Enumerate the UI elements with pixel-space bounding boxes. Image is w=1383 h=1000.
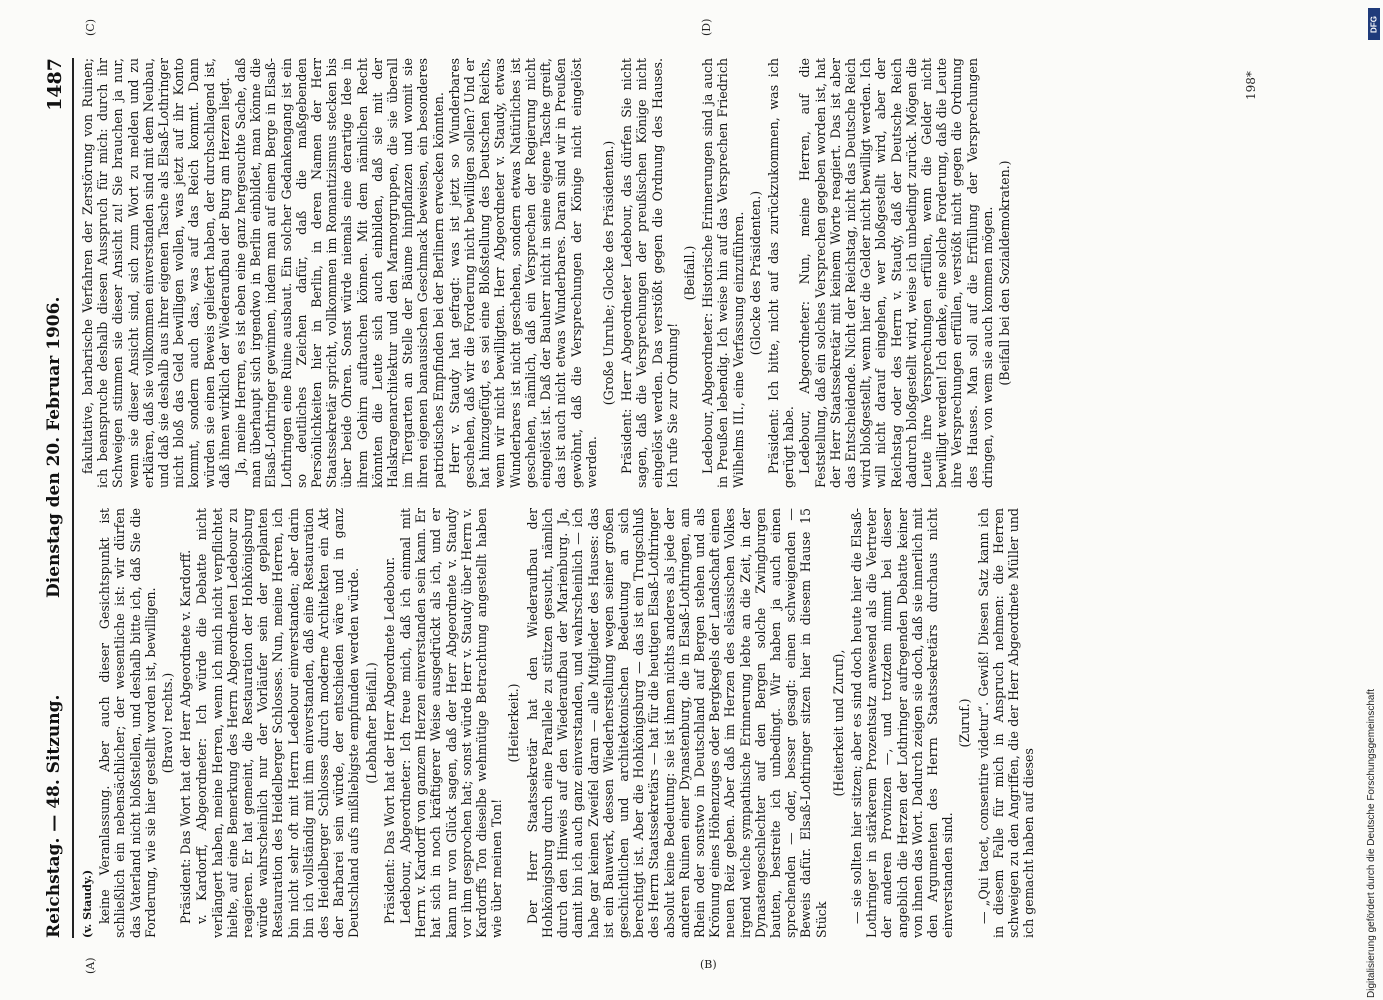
dfg-logo: DFG bbox=[1368, 8, 1380, 40]
interjection: (Heiterkeit.) bbox=[506, 683, 522, 763]
digitization-credit: Digitalisierung gefördert durch die Deutsche Forschungsgemeinschaft bbox=[1366, 688, 1377, 998]
header-rule bbox=[72, 58, 74, 938]
paragraph: Ledebour, Abgeordneter: Ich freue mich, daß ich einmal mit Herrn v. Kardorff von ganzem Herzen einverstanden sein kann. Er hat sich in noch kräftigerer Weise ausgedrückt als ich, und er kann nur von Glück sagen, daß der Herr Abgeordnete v. Staudy vor ihm gesprochen hat; sonst würde Herr v. Staudy über Herrn v. Kardorffs Ton dieselbe wehmütige Betrachtung angestellt haben wie über meinen Ton! bbox=[398, 508, 505, 938]
text-column-right bbox=[80, 58, 1015, 488]
interjection: (Glocke des Präsidenten.) bbox=[747, 190, 763, 356]
signature-mark: 198* bbox=[1244, 71, 1258, 100]
interjection: (Beifall.) bbox=[681, 245, 697, 301]
margin-marker-d: (D) bbox=[700, 18, 713, 36]
margin-marker-c: (C) bbox=[84, 19, 97, 36]
paragraph: Ledebour, Abgeordneter: Historische Erinnerungen sind ja auch in Preußen lebendig. Ich weise hin auf das Versprechen Friedrich Wilhelms III., eine Verfassung einzuführen. bbox=[700, 58, 746, 488]
page-number: 1487 bbox=[44, 58, 66, 111]
interjection: (Bravo! rechts.) bbox=[160, 672, 176, 774]
paragraph: Der Herr Staatssekretär hat den Wiederaufbau der Hohkönigsburg durch eine Parallele zu stützen gesucht, nämlich durch den Hinweis auf den Wiederaufbau der Marienburg. Ja, damit bin ich auch ganz einverstanden, und wahrscheinlich — ich habe gar keinen Zweifel daran — alle Mitglieder des Hauses: das ist ein Bauwerk, dessen Wiederherstellung wegen seiner großen geschichtlichen und architektonischen Bedeutung an sich berechtigt ist. Aber die Hohkönigsburg — das ist ein Trugschluß des Herrn Staatssekretärs — hat für die heutigen Elsaß-Lothringer absolut keine Bedeutung: sie ist ihnen nichts anderes als jede der anderen Ruinen einer Dynastenburg, die in Elsaß-Lothringen, am Rhein oder sonstwo in Deutschland auf Bergen stehen und als Krönung eines Höhenzuges oder Bergkegels der Landschaft einen neuen Reiz geben. Aber daß im Herzen des elsässischen Volkes irgend welche sympathische Erinnerung lebte an die Zeit, in der Dynastengeschlechter auf den Bergen solche Zwingburgen bauten, bestreite ich unbedingt. Wir haben ja auch einen sprechenden — oder, besser gesagt: einen schweigenden — Beweis dafür. Elsaß-Lothringer sitzen hier in diesem Hause 15 Stück bbox=[524, 508, 829, 938]
interjection: (Zuruf.) bbox=[957, 698, 973, 748]
paragraph: v. Kardorff, Abgeordneter: Ich würde die Debatte nicht verlängert haben, meine Herren, wenn ich mich nicht verpflichtet hielte, auf eine Bemerkung des Herrn Abgeordneten Ledebour zu reagieren. Er hat gemeint, die Restauration der Hohkönigsburg würde wahrscheinlich nur der Vorläufer sein der geplanten Restauration des Heidelberger Schlosses. Nun, meine Herren, ich bin nicht sehr oft mit Herrn Ledebour einverstanden; aber darin bin ich vollständig mit ihm einverstanden, daß eine Restauration des Heidelberger Schlosses durch moderne Architekten ein Akt der Barbarei sein würde, der entschieden wäre und in ganz Deutschland aufs mißliebigste empfunden werden würde. bbox=[194, 508, 362, 938]
header-center: Dienstag den 20. Februar 1906. bbox=[44, 296, 64, 598]
interjection: (Beifall bei den Sozialdemokraten.) bbox=[996, 160, 1012, 386]
page-header bbox=[44, 58, 70, 938]
interjection: (Heiterkeit und Zuruf), bbox=[830, 649, 846, 797]
interjection: (Große Unruhe; Glocke des Präsidenten.) bbox=[600, 140, 616, 406]
paragraph: — sie sollten hier sitzen; aber es sind doch heute hier die Elsaß-Lothringer in stärkerem Prozentsatz anwesend als die Vertreter der anderen Provinzen —, und trotzdem nimmt bei dieser angeblich die Herzen der Lothringer aufregenden Debatte keiner von ihnen das Wort. Dadurch zeigen sie doch, daß sie innerlich mit den Argumenten des Herrn Staatssekretärs durchaus nicht einverstanden sind. bbox=[848, 508, 956, 938]
paragraph: Präsident: Ich bitte, nicht auf das zurückzukommen, was ich gerügt habe. bbox=[765, 58, 797, 488]
margin-marker-b: (B) bbox=[700, 958, 717, 971]
header-left: Reichstag. — 48. Sitzung. bbox=[44, 694, 64, 938]
margin-marker-a: (A) bbox=[84, 957, 97, 974]
paragraph: Präsident: Das Wort hat der Herr Abgeordnete Ledebour. bbox=[381, 556, 397, 924]
paragraph: — „Qui tacet, consentire videtur“. Gewiß! Diesen Satz kann ich in diesem Falle für mich in Anspruch nehmen: die Herren schweigen zu den Angriffen, die der Herr Abgeordnete Müller und ich gemacht haben auf dieses bbox=[975, 508, 1037, 938]
interjection: (Lebhafter Beifall.) bbox=[363, 662, 379, 784]
paragraph: keine Veranlassung. Aber auch dieser Gesichtspunkt ist schließlich ein nebensächlicher; der wesentliche ist: wir dürfen das Vaterland nicht bloßstellen, und deshalb bitte ich, daß Sie die Forderung, wie sie hier gestellt worden ist, bewilligen. bbox=[97, 508, 158, 938]
paragraph: Ledebour, Abgeordneter: Nun, meine Herren, auf die Feststellung, daß ein solches Versprechen gegeben worden ist, hat der Herr Staatssekretär mit keinem Worte reagiert. Das ist aber das Entscheidende. Nicht der Reichstag, nicht das Deutsche Reich wird bloßgestellt, wenn hier die Gelder nicht bewilligt werden. Ich will nicht darauf eingehen, wer bloßgestellt wird, aber der Reichstag oder des Herrn v. Staudy, daß der Deutsche Reich dadurch bloßgestellt wird, weise ich unbedingt zurück. Mögen die Leute ihre Versprechungen erfüllen, wenn die Gelder nicht bewilligt werden! Ich denke, eine solche Forderung, daß die Leute ihre Versprechungen erfüllen, verstößt nicht gegen die Ordnung des Hauses. Man soll auf die Erfüllung der Versprechungen dringen, von wem sie auch kommen mögen. bbox=[797, 58, 995, 488]
paragraph: Herr v. Staudy hat gefragt: was ist jetzt so Wunderbares geschehen, daß wir die Forderung nicht bewilligen sollen? Und er hat hinzugefügt, es sei eine Bloßstellung des Deutschen Reichs, wenn wir nicht bewilligten. Herr Abgeordneter v. Staudy, etwas Wunderbares ist nicht geschehen, sondern etwas Natürliches ist geschehen, nämlich, daß ein Versprechen der Regierung nicht eingelöst ist. Daß der Bauherr nicht in seine eigene Tasche greift, das ist auch nicht etwas Wunderbares. Daran sind wir in Preußen gewöhnt, daß die Versprechungen der Könige nicht eingelöst werden. bbox=[446, 58, 599, 488]
text-column-left bbox=[80, 508, 1037, 938]
paragraph: Präsident: Das Wort hat der Herr Abgeordnete v. Kardorff. bbox=[178, 549, 194, 924]
paragraph: fakultative, barbarische Verfahren der Zerstörung von Ruinen; ich beanspruche deshalb diesen Ausspruch für mich: durch ihr Schweigen stimmen sie dieser Ansicht zu! Sie brauchen ja nur, wenn sie dieser Ansicht sind, sich zum Wort zu melden und zu erklären, daß sie vollkommen einverstanden sind mit dem Neubau, und daß sie deshalb aus ihrer eigenen Tasche als Elsaß-Lothringer nicht bloß das Geld bewilligen wollen, was jetzt auf ihr Konto kommt, sondern auch das, was auf das Reich kommt. Dann würden sie einen Beweis geliefert haben, der durchschlagend ist, daß ihnen wirklich der Wiederaufbau der Burg am Herzen liegt. bbox=[80, 58, 232, 488]
paragraph: Präsident: Herr Abgeordneter Ledebour, das dürfen Sie nicht sagen, daß die Versprechungen der preußischen Könige nicht eingelöst werden. Das verstößt gegen die Ordnung des Hauses. Ich rufe Sie zur Ordnung! bbox=[619, 58, 680, 488]
paragraph: Ja, meine Herren, es ist eben eine ganz hergesuchte Sache, daß man überhaupt sich irgendwo in Berlin einbildet, man könne die Elsaß-Lothringer gewinnen, indem man auf einem Berge in Elsaß-Lothringen eine Ruine ausbaut. Ein solcher Gedankengang ist ein so deutliches Zeichen dafür, daß die maßgebenden Persönlichkeiten hier in Berlin, in deren Namen der Herr Staatssekretär spricht, vollkommen im Romantizismus stecken bis über beide Ohren. Sonst würde niemals eine derartige Idee in ihrem Gehirn auftauchen können. Mit dem nämlichen Recht könnten die Leute sich auch einbilden, daß sie mit der Halskragenarchitektur und den Marmorgruppen, die sie überall im Tiergarten an Stelle der Bäume hinpflanzen und womit sie ihren eigenen banausischen Geschmack beweisen, ein besonderes patriotisches Empfinden bei der Berlinern erwecken könnten. bbox=[233, 58, 446, 488]
running-head: (v. Staudy.) bbox=[81, 869, 94, 938]
